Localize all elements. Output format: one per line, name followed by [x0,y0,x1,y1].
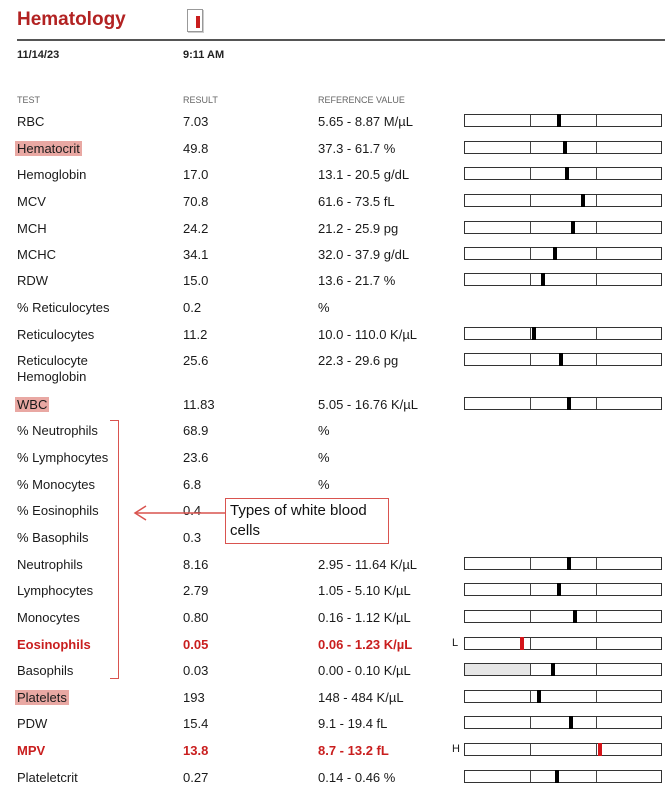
range-gauge [464,663,662,676]
abnormal-flag: H [452,743,460,755]
test-name: % Lymphocytes [17,450,109,465]
result-value: 25.6 [183,353,209,368]
test-name: % Reticulocytes [17,300,110,315]
table-row [0,167,672,193]
gauge-divider [530,717,531,728]
table-row [0,397,672,423]
gauge-divider [530,398,531,409]
annotation-arrow [132,504,227,524]
test-name: % Monocytes [17,477,96,492]
table-row [0,141,672,167]
result-value: 0.27 [183,770,209,785]
range-gauge [464,221,662,234]
table-row [0,610,672,636]
gauge-divider [530,771,531,782]
gauge-marker [520,637,524,650]
gauge-marker [571,221,575,234]
result-value: 13.8 [183,743,209,758]
gauge-divider [530,638,531,649]
table-row [0,450,672,476]
result-value: 0.3 [183,530,202,545]
table-row [0,423,672,449]
reference-range: % [318,450,330,465]
gauge-divider [596,664,597,675]
result-value: 193 [183,690,205,705]
test-name: Monocytes [17,610,80,625]
result-value: 2.79 [183,583,209,598]
range-gauge [464,637,662,650]
test-name: Hematocrit [17,141,80,156]
title-divider [17,39,665,41]
range-gauge [464,167,662,180]
range-gauge [464,743,662,756]
reference-range: 0.06 - 1.23 K/µL [318,637,413,652]
range-gauge [464,141,662,154]
table-row [0,327,672,353]
table-row [0,221,672,247]
result-value: 0.03 [183,663,209,678]
gauge-marker [567,397,571,410]
gauge-divider [596,222,597,233]
range-gauge [464,397,662,410]
gauge-divider [530,142,531,153]
gauge-marker [567,557,571,570]
result-value: 15.4 [183,716,209,731]
gauge-divider [530,744,531,755]
gauge-divider [596,398,597,409]
result-value: 70.8 [183,194,209,209]
range-gauge [464,716,662,729]
test-name: RBC [17,114,45,129]
gauge-divider [596,115,597,126]
test-name: WBC [17,397,48,412]
table-row [0,770,672,796]
range-gauge [464,247,662,260]
gauge-divider [596,168,597,179]
test-name: Neutrophils [17,557,83,572]
reference-range: 32.0 - 37.9 g/dL [318,247,410,262]
gauge-marker [537,690,541,703]
result-value: 0.80 [183,610,209,625]
result-value: 34.1 [183,247,209,262]
gauge-divider [530,115,531,126]
reference-range: 5.65 - 8.87 M/µL [318,114,413,129]
report-date: 11/14/23 [17,49,60,61]
test-name: % Eosinophils [17,503,99,518]
test-name: PDW [17,716,48,731]
test-name: Platelets [17,690,67,705]
reference-range: 1.05 - 5.10 K/µL [318,583,411,598]
table-row [0,557,672,583]
gauge-marker [557,114,561,127]
range-gauge [464,194,662,207]
gauge-divider [530,558,531,569]
reference-range: 5.05 - 16.76 K/µL [318,397,419,412]
page-title: Hematology [17,9,126,30]
reference-range: 61.6 - 73.5 fL [318,194,395,209]
result-value: 11.2 [183,327,208,342]
table-row [0,637,672,663]
reference-range: 0.00 - 0.10 K/µL [318,663,411,678]
test-name: MCH [17,221,47,236]
table-row [0,690,672,716]
reference-range: 10.0 - 110.0 K/µL [318,327,418,342]
gauge-marker [541,273,545,286]
gauge-marker [532,327,536,340]
gauge-divider [530,248,531,259]
gauge-below-range-shade [465,664,530,675]
reference-range: 21.2 - 25.9 pg [318,221,399,236]
test-name: Eosinophils [17,637,91,652]
gauge-divider [596,195,597,206]
result-value: 23.6 [183,450,209,465]
table-row [0,114,672,140]
gauge-marker [553,247,557,260]
result-value: 6.8 [183,477,202,492]
gauge-marker [551,663,555,676]
abnormal-flag: L [452,637,459,649]
result-value: 0.4 [183,503,202,518]
gauge-divider [596,248,597,259]
annotation-callout: Types of white blood cells [225,498,389,544]
test-name: Lymphocytes [17,583,94,598]
gauge-divider [596,274,597,285]
test-name: Reticulocyte Hemoglobin [17,353,88,384]
test-name: Basophils [17,663,74,678]
range-gauge [464,114,662,127]
gauge-marker [573,610,577,623]
reference-range: 13.1 - 20.5 g/dL [318,167,410,182]
reference-range: 37.3 - 61.7 % [318,141,396,156]
gauge-divider [596,142,597,153]
result-value: 0.2 [183,300,202,315]
gauge-divider [530,664,531,675]
range-gauge [464,770,662,783]
gauge-divider [596,717,597,728]
gauge-marker [563,141,567,154]
result-value: 68.9 [183,423,209,438]
test-name: RDW [17,273,49,288]
wbc-bracket [110,420,119,679]
gauge-divider [530,222,531,233]
reference-range: 9.1 - 19.4 fL [318,716,388,731]
gauge-divider [530,691,531,702]
document-icon[interactable] [187,9,203,32]
column-header-result: RESULT [183,95,218,105]
range-gauge [464,610,662,623]
gauge-divider [596,558,597,569]
gauge-divider [596,584,597,595]
reference-range: % [318,423,330,438]
gauge-divider [596,691,597,702]
range-gauge [464,557,662,570]
table-row [0,583,672,609]
test-name: Hemoglobin [17,167,87,182]
range-gauge [464,583,662,596]
test-name: Plateletcrit [17,770,78,785]
gauge-divider [530,354,531,365]
table-row [0,663,672,689]
gauge-marker [565,167,569,180]
table-row [0,273,672,299]
range-gauge [464,353,662,366]
range-gauge [464,327,662,340]
gauge-marker [598,743,602,756]
gauge-divider [596,354,597,365]
reference-range: % [318,300,330,315]
reference-range: 22.3 - 29.6 pg [318,353,399,368]
gauge-divider [596,611,597,622]
gauge-marker [555,770,559,783]
result-value: 8.16 [183,557,209,572]
range-gauge [464,690,662,703]
reference-range: 8.7 - 13.2 fL [318,743,389,758]
table-row [0,716,672,742]
reference-range: 0.16 - 1.12 K/µL [318,610,411,625]
column-header-test: TEST [17,95,41,105]
result-value: 7.03 [183,114,209,129]
range-gauge [464,273,662,286]
table-row [0,194,672,220]
table-row [0,743,672,769]
test-name: MPV [17,743,46,758]
gauge-marker [559,353,563,366]
table-row [0,247,672,273]
result-value: 0.05 [183,637,209,652]
report-time: 9:11 AM [183,49,225,61]
table-row [0,300,672,326]
test-name: % Neutrophils [17,423,98,438]
reference-range: 13.6 - 21.7 % [318,273,396,288]
test-name: % Basophils [17,530,89,545]
reference-range: 0.14 - 0.46 % [318,770,396,785]
gauge-divider [596,638,597,649]
test-name: MCHC [17,247,56,262]
test-name: Reticulocytes [17,327,95,342]
table-row [0,353,672,384]
gauge-marker [581,194,585,207]
gauge-marker [557,583,561,596]
gauge-divider [530,195,531,206]
result-value: 11.83 [183,397,215,412]
gauge-divider [530,274,531,285]
result-value: 24.2 [183,221,209,236]
gauge-divider [596,771,597,782]
column-header-reference: REFERENCE VALUE [318,95,405,105]
gauge-divider [530,611,531,622]
test-name: MCV [17,194,46,209]
result-value: 17.0 [183,167,209,182]
reference-range: 2.95 - 11.64 K/µL [318,557,418,572]
gauge-divider [596,328,597,339]
gauge-marker [569,716,573,729]
gauge-divider [596,744,597,755]
gauge-divider [530,584,531,595]
reference-range: 148 - 484 K/µL [318,690,404,705]
result-value: 49.8 [183,141,209,156]
result-value: 15.0 [183,273,209,288]
gauge-divider [530,168,531,179]
reference-range: % [318,477,330,492]
